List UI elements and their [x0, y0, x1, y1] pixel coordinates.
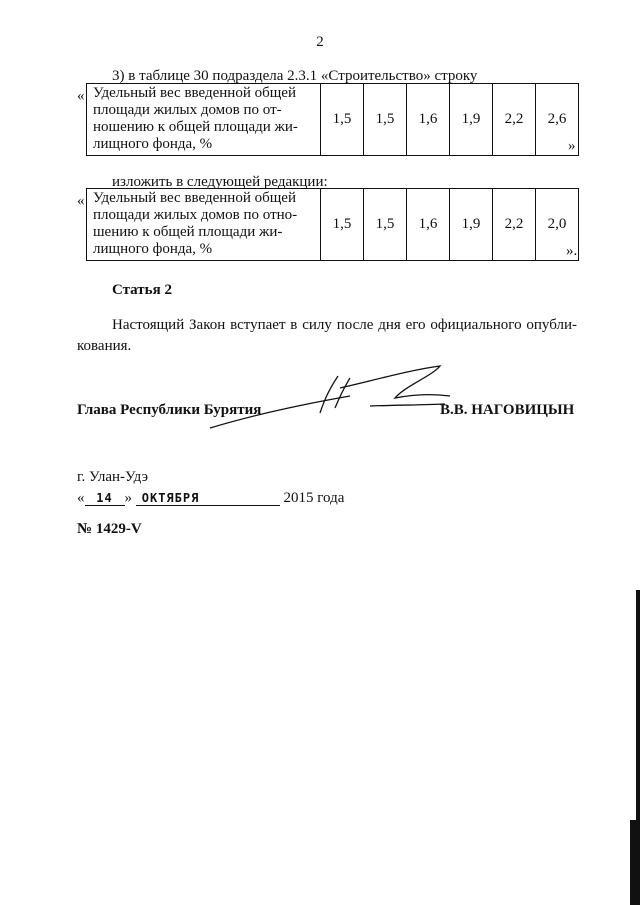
new-row-description — [87, 189, 321, 261]
old-row-table — [86, 83, 579, 156]
value-cell: 2,0 — [536, 189, 579, 261]
close-quote-new: ». — [566, 243, 578, 259]
article-text: Настоящий Закон вступает в силу после дня его официального опубли-кования. — [77, 317, 577, 354]
signer-name: В.В. НАГОВИЦЫН — [440, 402, 575, 418]
table-row — [87, 84, 579, 156]
page-number: 2 — [316, 34, 324, 50]
date-year: 2015 года — [283, 490, 345, 506]
description-line: лищного фонда, % — [93, 241, 213, 257]
article-heading: Статья 2 — [112, 282, 172, 298]
date-day: 14 — [85, 491, 125, 506]
signer-title: Глава Республики Бурятия — [77, 402, 262, 418]
open-quote-new: « — [77, 193, 85, 209]
date-line — [77, 490, 344, 507]
scan-edge-mark — [630, 820, 640, 905]
value-cell: 1,5 — [321, 84, 364, 156]
value-cell: 1,6 — [407, 189, 450, 261]
old-row-description — [87, 84, 321, 156]
date-open-quote: « — [77, 490, 85, 506]
description-line: шению к общей площади жи- — [93, 224, 283, 240]
amendment-intro: 3) в таблице 30 подраздела 2.3.1 «Строительство» строку — [112, 68, 478, 84]
handwritten-signature — [200, 358, 460, 438]
date-close-quote: » — [124, 490, 132, 506]
description-line: Удельный вес введенной общей — [93, 190, 296, 206]
value-cell: 2,2 — [493, 189, 536, 261]
value-cell: 1,5 — [321, 189, 364, 261]
description-line: Удельный вес введенной общей — [93, 85, 296, 101]
value-cell: 2,6 — [536, 84, 579, 156]
value-cell: 1,5 — [364, 189, 407, 261]
value-cell: 1,5 — [364, 84, 407, 156]
replace-intro: изложить в следующей редакции: — [112, 174, 328, 190]
close-quote-old: » — [568, 138, 576, 154]
table-row — [87, 189, 579, 261]
description-line: лищного фонда, % — [93, 136, 213, 152]
value-cell: 1,6 — [407, 84, 450, 156]
value-cell: 1,9 — [450, 84, 493, 156]
place: г. Улан-Удэ — [77, 469, 149, 485]
new-row-table — [86, 188, 579, 261]
description-line: площади жилых домов по отно- — [93, 207, 298, 223]
description-line: ношению к общей площади жи- — [93, 119, 298, 135]
date-month: ОКТЯБРЯ — [136, 491, 280, 506]
value-cell: 2,2 — [493, 84, 536, 156]
description-line: площади жилых домов по от- — [93, 102, 282, 118]
open-quote-old: « — [77, 88, 85, 104]
value-cell: 1,9 — [450, 189, 493, 261]
law-number: № 1429-V — [77, 521, 142, 537]
